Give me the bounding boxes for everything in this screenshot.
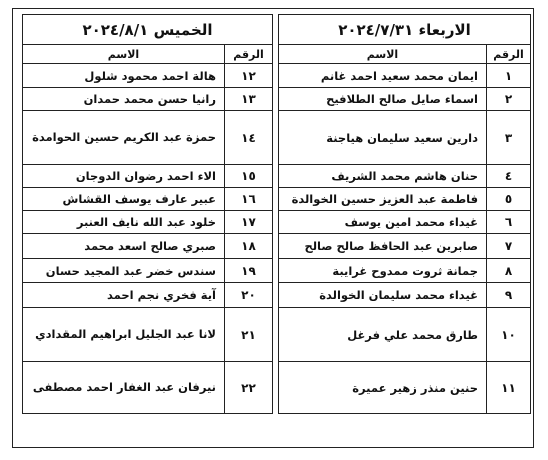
thursday-table <box>22 14 273 414</box>
thursday-title: الخميس ٢٠٢٤/٨/١ <box>23 15 273 45</box>
row-number: ٣ <box>487 111 531 165</box>
row-name: غيداء محمد سليمان الخوالدة <box>279 283 487 308</box>
row-number: ٦ <box>487 211 531 234</box>
table-row <box>279 88 531 111</box>
row-name: لانا عبد الجليل ابراهيم المقدادي <box>23 308 225 362</box>
row-name: جمانة ثروت ممدوح غرايبة <box>279 259 487 283</box>
row-name: صبري صالح اسعد محمد <box>23 234 225 259</box>
table-row <box>279 259 531 283</box>
table-row <box>279 111 531 165</box>
wednesday-name-header: الاسم <box>279 45 487 64</box>
wednesday-title: الاربعاء ٢٠٢٤/٧/٣١ <box>279 15 531 45</box>
row-number: ٧ <box>487 234 531 259</box>
wednesday-num-header: الرقم <box>487 45 531 64</box>
wednesday-table <box>278 14 531 414</box>
row-number: ١١ <box>487 362 531 414</box>
table-row <box>23 308 273 362</box>
table-row <box>279 283 531 308</box>
row-number: ١٧ <box>225 211 273 234</box>
row-number: ١٠ <box>487 308 531 362</box>
row-name: الاء احمد رضوان الدوجان <box>23 165 225 188</box>
thursday-name-header: الاسم <box>23 45 225 64</box>
row-number: ٤ <box>487 165 531 188</box>
row-name: حمزة عبد الكريم حسين الحوامدة <box>23 111 225 165</box>
row-name: سندس خضر عبد المجيد حسان <box>23 259 225 283</box>
table-row <box>23 64 273 88</box>
row-name: حنين منذر زهير عميرة <box>279 362 487 414</box>
table-row <box>23 88 273 111</box>
table-row <box>279 234 531 259</box>
row-name: خلود عبد الله نايف العنبر <box>23 211 225 234</box>
table-row <box>23 165 273 188</box>
row-number: ١٨ <box>225 234 273 259</box>
table-row <box>23 362 273 414</box>
thursday-num-header: الرقم <box>225 45 273 64</box>
row-number: ١٤ <box>225 111 273 165</box>
row-name: طارق محمد علي فرغل <box>279 308 487 362</box>
row-name: هالة احمد محمود شلول <box>23 64 225 88</box>
row-name: حنان هاشم محمد الشريف <box>279 165 487 188</box>
row-number: ١٢ <box>225 64 273 88</box>
row-number: ٢١ <box>225 308 273 362</box>
row-number: ٢٠ <box>225 283 273 308</box>
row-number: ٥ <box>487 188 531 211</box>
table-row <box>279 188 531 211</box>
row-name: عبير عارف يوسف القشاش <box>23 188 225 211</box>
table-row <box>279 308 531 362</box>
table-row <box>279 165 531 188</box>
row-number: ٨ <box>487 259 531 283</box>
table-row <box>23 283 273 308</box>
row-number: ١ <box>487 64 531 88</box>
row-number: ٢ <box>487 88 531 111</box>
row-number: ١٥ <box>225 165 273 188</box>
row-name: ايمان محمد سعيد احمد غانم <box>279 64 487 88</box>
table-row <box>23 259 273 283</box>
table-row <box>279 211 531 234</box>
row-number: ٢٢ <box>225 362 273 414</box>
row-name: اسماء صايل صالح الطلافيح <box>279 88 487 111</box>
row-name: دارين سعيد سليمان هياجنة <box>279 111 487 165</box>
row-name: صابرين عبد الحافظ صالح صالح <box>279 234 487 259</box>
row-name: فاطمة عبد العزيز حسين الخوالدة <box>279 188 487 211</box>
row-number: ١٣ <box>225 88 273 111</box>
row-number: ١٦ <box>225 188 273 211</box>
row-number: ٩ <box>487 283 531 308</box>
table-row <box>279 64 531 88</box>
table-row <box>23 234 273 259</box>
table-row <box>23 211 273 234</box>
row-name: غيداء محمد امين يوسف <box>279 211 487 234</box>
table-row <box>23 188 273 211</box>
row-name: آية فخري نجم احمد <box>23 283 225 308</box>
table-row <box>279 362 531 414</box>
row-name: رانيا حسن محمد حمدان <box>23 88 225 111</box>
row-number: ١٩ <box>225 259 273 283</box>
table-row <box>23 111 273 165</box>
row-name: نيرفان عبد الغفار احمد مصطفى <box>23 362 225 414</box>
